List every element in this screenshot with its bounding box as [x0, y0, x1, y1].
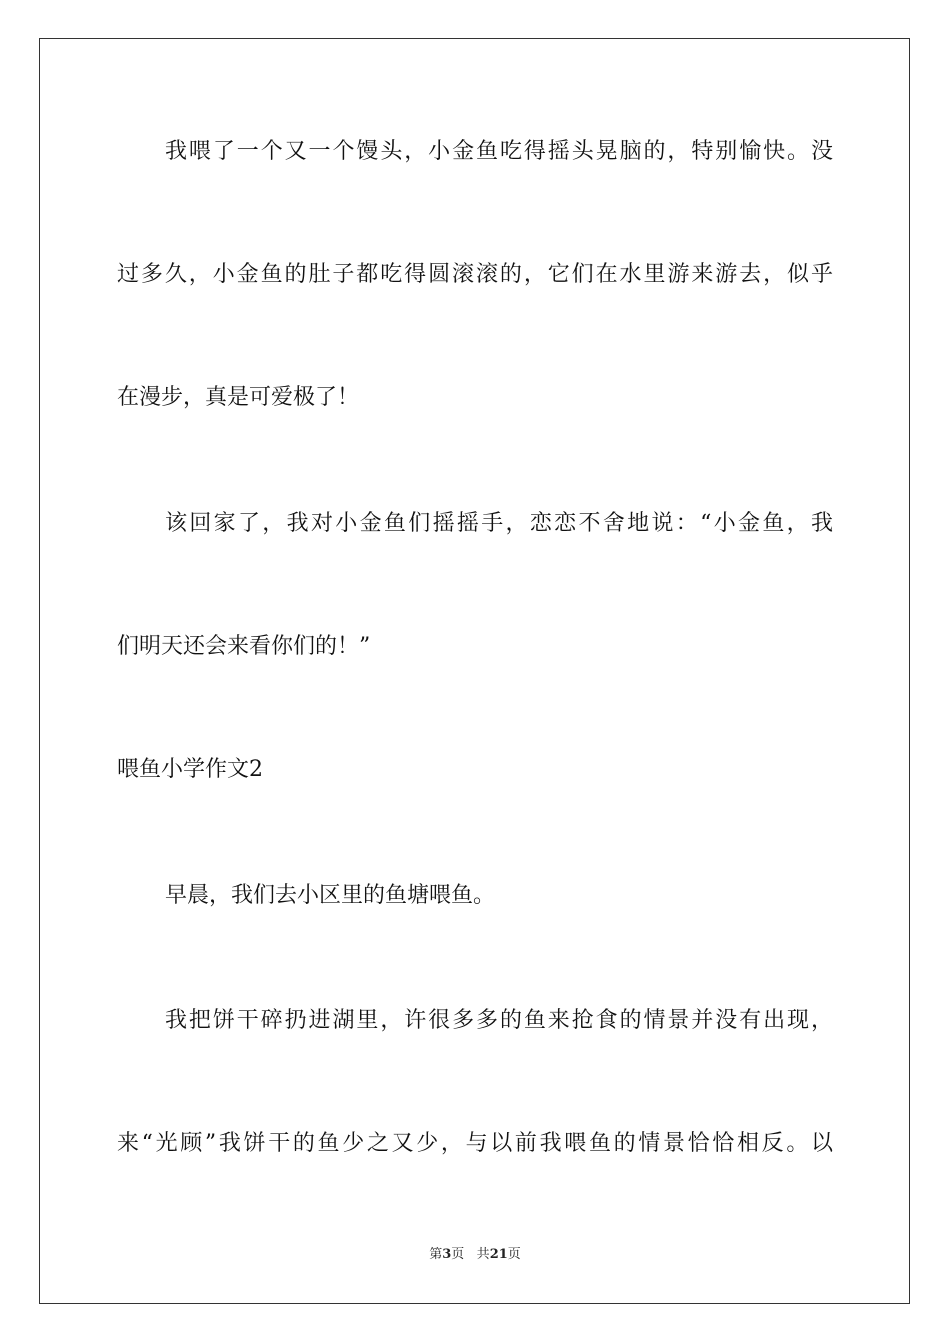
page-footer — [0, 1246, 950, 1264]
paragraph-line-1: 我喂了一个又一个馒头，小金鱼吃得摇头晃脑的，特别愉快。没 — [165, 139, 833, 164]
page-prefix: 第 — [429, 1247, 443, 1262]
paragraph-line-7: 早晨，我们去小区里的鱼塘喂鱼。 — [165, 883, 496, 908]
total-unit: 页 — [507, 1247, 521, 1262]
total-prefix: 共 — [476, 1247, 490, 1262]
paragraph-line-5: 们明天还会来看你们的！” — [117, 634, 371, 659]
section-heading: 喂鱼小学作文2 — [117, 757, 263, 782]
current-page-number: 3 — [442, 1247, 452, 1262]
paragraph-line-8: 我把饼干碎扔进湖里，许很多多的鱼来抢食的情景并没有出现， — [165, 1008, 833, 1033]
paragraph-line-3: 在漫步，真是可爱极了！ — [117, 385, 360, 410]
total-page-number: 21 — [489, 1247, 508, 1262]
paragraph-line-4: 该回家了，我对小金鱼们摇摇手，恋恋不舍地说：“小金鱼，我 — [165, 511, 833, 536]
page-unit: 页 — [451, 1247, 465, 1262]
paragraph-line-9: 来“光顾”我饼干的鱼少之又少，与以前我喂鱼的情景恰恰相反。以 — [117, 1131, 833, 1156]
paragraph-line-2: 过多久，小金鱼的肚子都吃得圆滚滚的，它们在水里游来游去，似乎 — [117, 262, 833, 287]
page-frame — [39, 38, 910, 1304]
